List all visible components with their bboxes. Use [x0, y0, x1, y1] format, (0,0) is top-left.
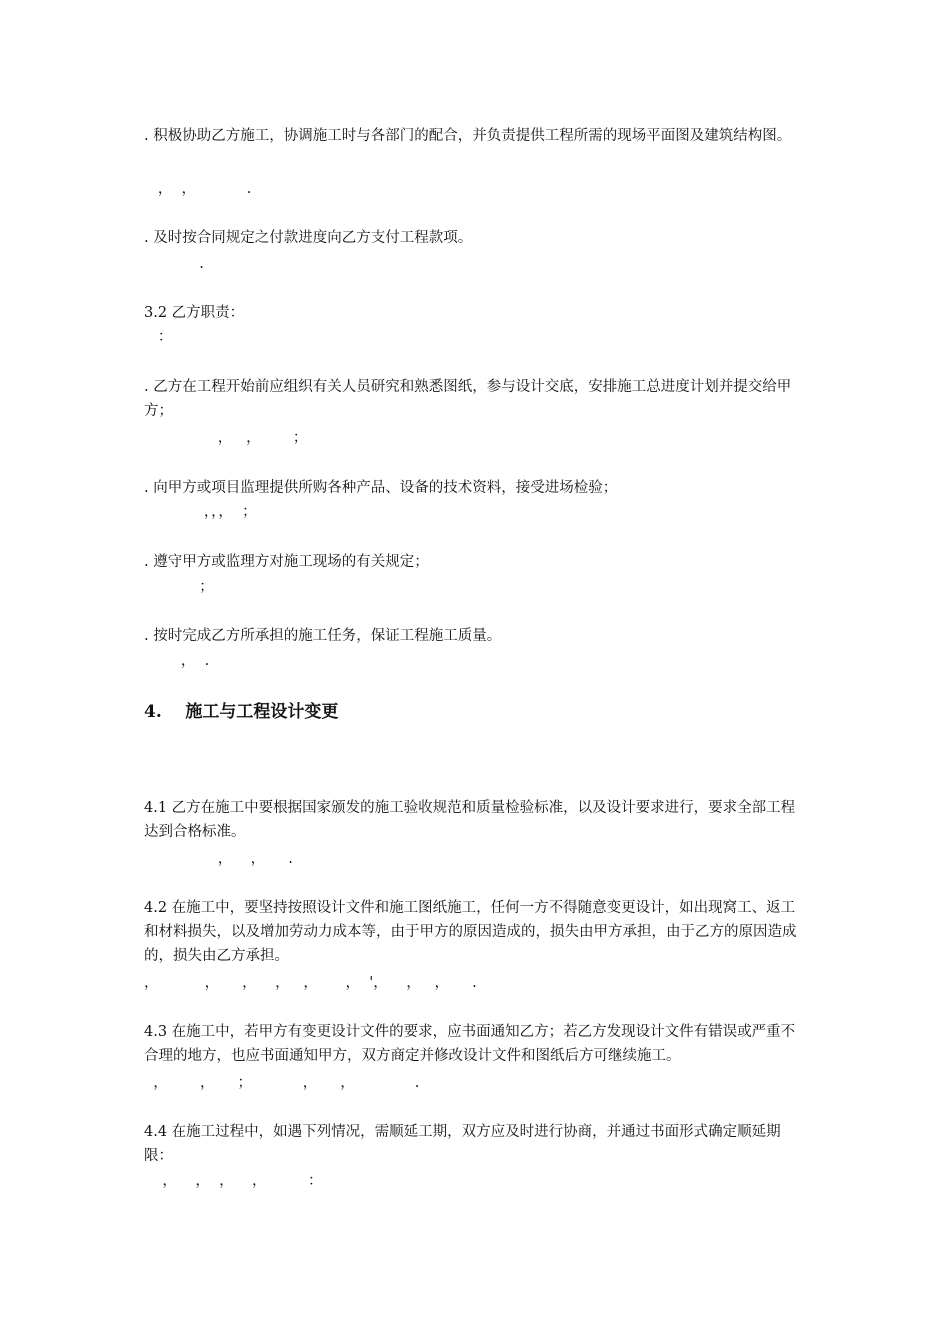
duty-item-3: . 乙方在工程开始前应组织有关人员研究和熟悉图纸，参与设计交底，安排施工总进度计划并提交给甲方； — [144, 379, 792, 419]
duty-item-2-trail: . — [144, 256, 204, 272]
clause-4-3: 4.3 在施工中，若甲方有变更设计文件的要求，应书面通知乙方；若乙方发现设计文件有错误或严重不合理的地方，也应书面通知甲方，双方商定并修改设计文件和图纸后方可继续施工。 — [144, 1024, 796, 1064]
duty-item-2: . 及时按合同规定之付款进度向乙方支付工程款项。 — [144, 230, 473, 246]
duty-item-5: . 遵守甲方或监理方对施工现场的有关规定； — [144, 554, 429, 570]
clause-4-1-trail: ， ， . — [144, 851, 293, 867]
clause-4-4-trail: ， ， ， ， ： — [144, 1173, 323, 1189]
duty-item-4-trail: ，，， ； — [144, 504, 257, 520]
duty-item-1: . 积极协助乙方施工，协调施工时与各部门的配合，并负责提供工程所需的现场平面图及建筑结构图。 — [144, 128, 792, 144]
section-3-2-trail: ： — [144, 329, 173, 345]
duty-item-4: . 向甲方或项目监理提供所购各种产品、设备的技术资料，接受进场检验； — [144, 480, 618, 496]
duty-item-6: . 按时完成乙方所承担的施工任务，保证工程施工质量。 — [144, 628, 502, 644]
duty-item-6-trail: ， . — [144, 653, 210, 669]
section-4-heading: 4. 施工与工程设计变更 — [144, 702, 339, 722]
section-3-2-title: 3.2 乙方职责： — [144, 305, 245, 321]
clause-4-1: 4.1 乙方在施工中要根据国家颁发的施工验收规范和质量检验标准，以及设计要求进行，要求全部工程达到合格标准。 — [144, 800, 796, 840]
clause-4-3-trail: ， ， ； ， ， . — [144, 1075, 420, 1091]
duty-item-3-trail: ， ， ； — [144, 430, 308, 446]
duty-item-5-trail: ； — [144, 579, 214, 595]
duty-item-1-trail: ， ， . — [144, 181, 252, 197]
clause-4-2-trail: ， ， ， ， ， ， '， ， ， . — [144, 975, 477, 991]
clause-4-2: 4.2 在施工中，要坚持按照设计文件和施工图纸施工，任何一方不得随意变更设计，如出现窝工、返工和材料损失，以及增加劳动力成本等，由于甲方的原因造成的，损失由甲方承担，由于乙方的原因造成的，损失由乙方承担。 — [144, 900, 797, 964]
clause-4-4: 4.4 在施工过程中，如遇下列情况，需顺延工期，双方应及时进行协商，并通过书面形式确定顺延期限： — [144, 1124, 781, 1164]
